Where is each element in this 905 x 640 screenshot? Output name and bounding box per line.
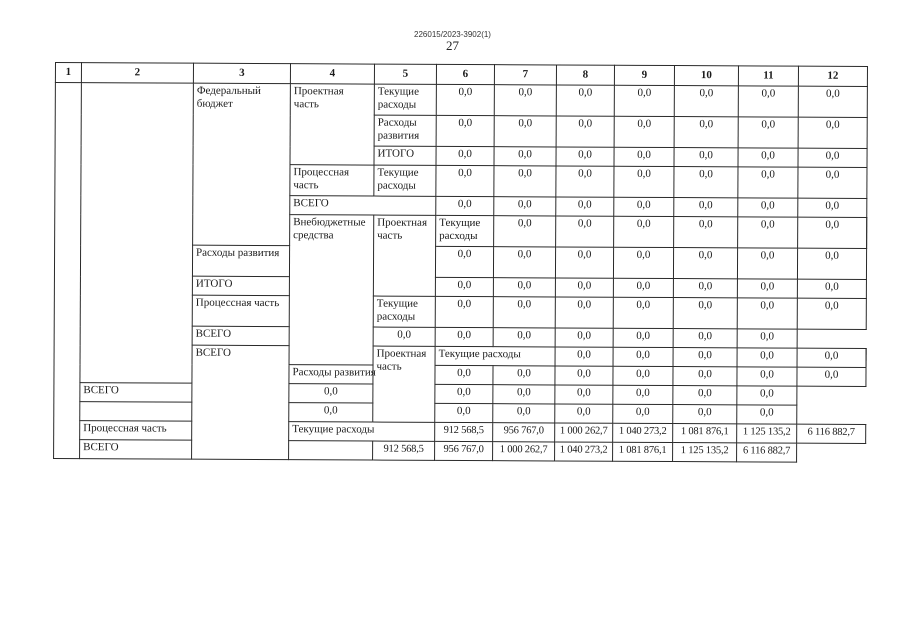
value-cell: 1 040 273,2 — [613, 423, 673, 442]
value-cell: 0,0 — [614, 116, 674, 147]
value-cell: 0,0 — [435, 403, 493, 422]
value-cell: 0,0 — [556, 197, 614, 216]
value-cell: 0,0 — [493, 278, 555, 297]
value-cell: 0,0 — [613, 247, 673, 278]
value-cell: 0,0 — [556, 166, 614, 197]
value-cell: 0,0 — [613, 297, 673, 328]
value-cell: 0,0 — [738, 217, 798, 248]
value-cell: 1 081 876,1 — [613, 442, 673, 461]
grand-total-label: ВСЕГО — [192, 345, 290, 459]
value-cell: 0,0 — [494, 166, 556, 197]
value-cell: 0,0 — [738, 117, 798, 148]
column-header: 1 — [55, 63, 81, 83]
cost-type-cell: ИТОГО — [192, 276, 289, 295]
value-cell: 0,0 — [614, 147, 674, 166]
value-cell: 0,0 — [673, 279, 737, 298]
cost-type-cell: Текущие расходы — [373, 296, 435, 327]
value-cell: 1 081 876,1 — [673, 424, 737, 443]
value-cell: 0,0 — [435, 296, 493, 327]
value-cell: 0,0 — [798, 198, 867, 217]
value-cell: 0,0 — [493, 328, 555, 347]
value-cell: 0,0 — [555, 297, 613, 328]
table-row — [55, 83, 867, 118]
value-cell: 0,0 — [738, 148, 798, 167]
value-cell: 0,0 — [493, 366, 555, 385]
value-cell: 0,0 — [555, 278, 613, 297]
value-cell: 0,0 — [797, 367, 866, 386]
column-header: 9 — [614, 65, 674, 85]
cost-type-cell: Текущие расходы — [436, 215, 494, 246]
value-cell: 0,0 — [493, 247, 555, 278]
budget-table — [53, 62, 868, 463]
value-cell: 0,0 — [436, 84, 494, 115]
value-cell: 0,0 — [373, 327, 435, 346]
value-cell: 6 116 882,7 — [737, 443, 797, 462]
source-cell: Внебюджетные средства — [289, 215, 374, 365]
value-cell: 0,0 — [798, 86, 867, 117]
value-cell: 1 040 273,2 — [555, 442, 613, 461]
part-cell: Проектная часть — [373, 215, 435, 296]
value-cell: 0,0 — [737, 405, 797, 424]
value-cell: 0,0 — [436, 146, 494, 165]
value-cell: 0,0 — [798, 117, 867, 148]
empty-cell — [54, 83, 82, 459]
cost-type-cell: Расходы развития — [192, 245, 289, 276]
value-cell: 0,0 — [737, 279, 797, 298]
value-cell: 0,0 — [738, 86, 798, 117]
value-cell: 0,0 — [673, 298, 737, 329]
value-cell: 0,0 — [797, 298, 866, 329]
value-cell: 1 125 135,2 — [673, 443, 737, 462]
column-header: 8 — [556, 65, 614, 85]
column-header: 2 — [81, 63, 193, 84]
value-cell: 0,0 — [613, 385, 673, 404]
source-cell: Федеральный бюджет — [193, 83, 291, 245]
value-cell: 0,0 — [614, 166, 674, 197]
value-cell: 0,0 — [435, 277, 493, 296]
value-cell: 0,0 — [435, 327, 493, 346]
value-cell: 0,0 — [435, 246, 493, 277]
cost-type-cell: Текущие расходы — [289, 422, 435, 442]
value-cell: 0,0 — [555, 404, 613, 423]
value-cell: 0,0 — [494, 85, 556, 116]
value-cell: 0,0 — [737, 248, 797, 279]
value-cell: 0,0 — [738, 198, 798, 217]
empty-cell — [80, 83, 193, 384]
value-cell: 0,0 — [614, 216, 674, 247]
value-cell: 0,0 — [289, 403, 373, 422]
value-cell: 0,0 — [555, 247, 613, 278]
value-cell: 6 116 882,7 — [797, 424, 866, 443]
value-cell: 0,0 — [674, 167, 738, 198]
column-header: 10 — [674, 66, 738, 86]
value-cell: 1 000 262,7 — [555, 423, 613, 442]
value-cell: 0,0 — [797, 279, 866, 298]
part-cell: Проектная часть — [290, 84, 374, 165]
value-cell: 1 125 135,2 — [737, 424, 797, 443]
value-cell: 0,0 — [673, 248, 737, 279]
table-row — [54, 439, 866, 462]
cost-type-cell: ИТОГО — [374, 146, 436, 165]
value-cell: 0,0 — [555, 366, 613, 385]
total-label-cell: ВСЕГО — [290, 196, 436, 216]
value-cell: 0,0 — [494, 197, 556, 216]
value-cell: 0,0 — [674, 117, 738, 148]
cost-type-cell: Текущие расходы — [435, 346, 555, 366]
value-cell: 0,0 — [614, 85, 674, 116]
budget-table-sheet — [53, 62, 867, 463]
value-cell: 0,0 — [673, 405, 737, 424]
empty-cell — [80, 402, 289, 422]
value-cell: 912 568,5 — [373, 441, 435, 460]
value-cell: 0,0 — [673, 348, 737, 367]
value-cell: 0,0 — [673, 329, 737, 348]
total-label-cell: ВСЕГО — [192, 326, 373, 346]
value-cell: 0,0 — [613, 347, 673, 366]
cost-type-cell: Расходы развития — [289, 365, 435, 385]
value-cell: 0,0 — [737, 298, 797, 329]
value-cell: 0,0 — [493, 404, 555, 423]
value-cell: 0,0 — [556, 85, 614, 116]
value-cell: 0,0 — [556, 116, 614, 147]
total-label-cell: ВСЕГО — [80, 383, 289, 403]
part-cell: Процессная часть — [192, 295, 289, 326]
value-cell: 0,0 — [436, 115, 494, 146]
column-header: 3 — [193, 63, 290, 83]
value-cell: 0,0 — [555, 347, 613, 366]
column-header: 12 — [798, 66, 867, 86]
value-cell: 0,0 — [494, 147, 556, 166]
cost-type-cell: Текущие расходы — [374, 165, 436, 196]
part-cell: Процессная часть — [80, 421, 192, 441]
value-cell: 0,0 — [555, 328, 613, 347]
value-cell: 0,0 — [674, 148, 738, 167]
value-cell: 0,0 — [798, 217, 867, 248]
column-header: 4 — [290, 64, 374, 84]
total-label-cell: ВСЕГО — [80, 440, 373, 460]
value-cell — [797, 348, 866, 367]
value-cell: 0,0 — [798, 167, 867, 198]
value-cell: 0,0 — [436, 196, 494, 215]
value-cell: 0,0 — [555, 385, 613, 404]
cost-type-cell: Текущие расходы — [374, 84, 436, 115]
column-header: 5 — [374, 64, 436, 84]
part-cell: Процессная часть — [290, 165, 374, 196]
value-cell: 0,0 — [613, 366, 673, 385]
value-cell: 0,0 — [494, 116, 556, 147]
value-cell: 0,0 — [556, 216, 614, 247]
column-header: 7 — [494, 65, 556, 85]
value-cell: 956 767,0 — [435, 441, 493, 460]
column-header: 6 — [436, 64, 494, 84]
value-cell: 0,0 — [737, 329, 797, 348]
value-cell: 0,0 — [435, 365, 493, 384]
value-cell: 0,0 — [798, 148, 867, 167]
value-cell: 0,0 — [613, 278, 673, 297]
value-cell: 0,0 — [797, 248, 866, 279]
value-cell: 912 568,5 — [435, 422, 493, 441]
value-cell: 0,0 — [614, 197, 674, 216]
value-cell: 0,0 — [738, 167, 798, 198]
value-cell: 0,0 — [494, 216, 556, 247]
value-cell: 0,0 — [613, 404, 673, 423]
document-code: 226015/2023-3902(1) — [414, 30, 491, 39]
value-cell: 0,0 — [493, 385, 555, 404]
value-cell: 0,0 — [289, 384, 373, 403]
value-cell: 0,0 — [674, 86, 738, 117]
value-cell: 0,0 — [436, 165, 494, 196]
value-cell: 0,0 — [556, 147, 614, 166]
value-cell: 0,0 — [737, 367, 797, 386]
value-cell: 956 767,0 — [493, 423, 555, 442]
part-cell: Проектная часть — [373, 346, 435, 422]
cost-type-cell: Расходы развития — [374, 115, 436, 146]
value-cell: 0,0 — [613, 328, 673, 347]
value-cell: 0,0 — [674, 198, 738, 217]
value-cell — [737, 348, 797, 367]
page-number: 27 — [446, 38, 459, 53]
column-header: 11 — [738, 66, 798, 86]
value-cell: 0,0 — [674, 217, 738, 248]
value-cell: 0,0 — [673, 386, 737, 405]
value-cell: 0,0 — [673, 367, 737, 386]
value-cell: 1 000 262,7 — [493, 442, 555, 461]
value-cell: 0,0 — [493, 297, 555, 328]
value-cell: 0,0 — [435, 384, 493, 403]
value-cell: 0,0 — [737, 386, 797, 405]
